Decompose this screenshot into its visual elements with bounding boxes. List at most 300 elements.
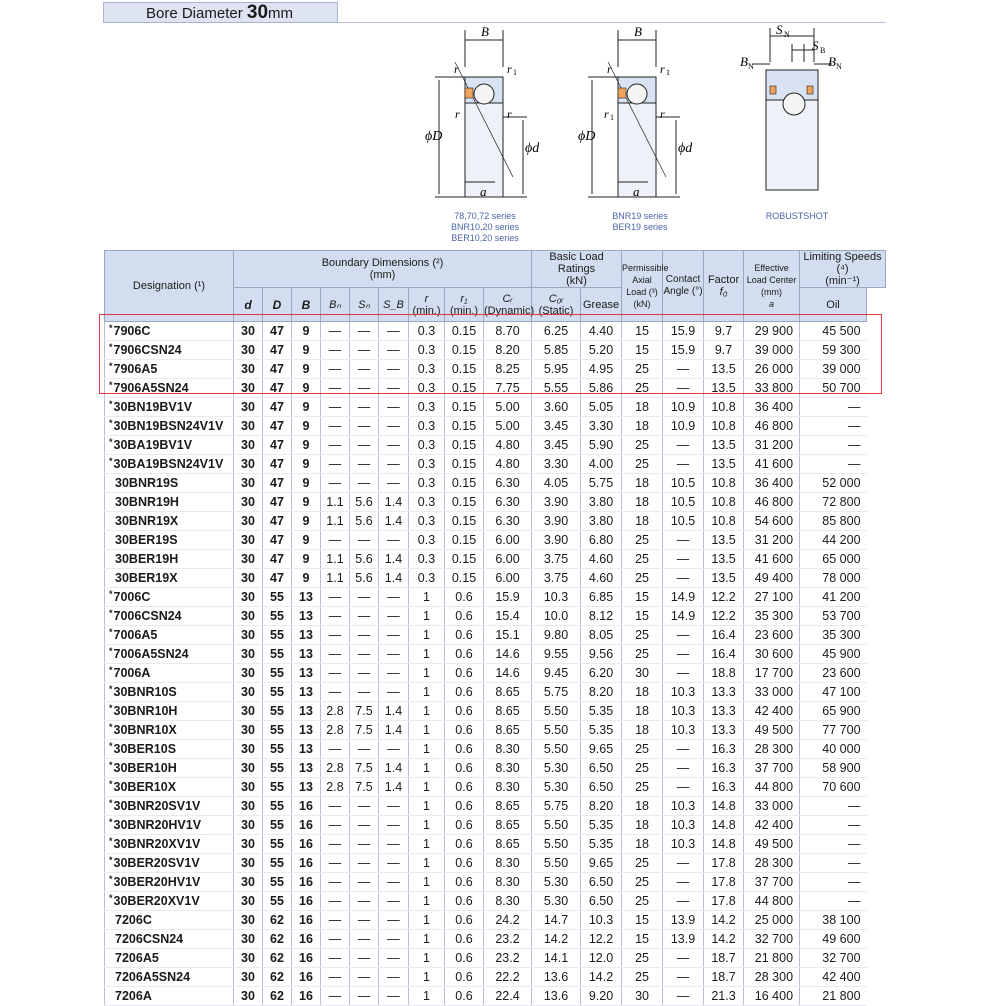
cell-grease: 28 300	[744, 740, 800, 759]
marker-symbol: *	[109, 456, 113, 466]
col-r	[409, 288, 445, 322]
cell-D: 55	[263, 588, 292, 607]
bore-value: 30	[246, 2, 269, 23]
cell-contact: 15	[622, 911, 663, 930]
table-row	[105, 911, 886, 930]
cell-permissible: 6.50	[581, 892, 622, 911]
cell-BN: 1.1	[321, 550, 350, 569]
cell-D: 55	[263, 721, 292, 740]
marker-symbol: *	[109, 836, 113, 846]
table-row	[105, 759, 886, 778]
cell-designation	[105, 607, 234, 626]
cell-Cor: 5.30	[532, 778, 581, 797]
cell-Cr: 8.65	[484, 683, 532, 702]
header-text: Sₙ	[358, 298, 370, 311]
cell-r: 0.3	[409, 417, 445, 436]
cell-d: 30	[234, 474, 263, 493]
header-text: Bₙ	[329, 298, 341, 311]
cell-SN: 5.6	[350, 569, 379, 588]
cell-contact: 25	[622, 645, 663, 664]
cell-d: 30	[234, 968, 263, 987]
cell-D: 62	[263, 930, 292, 949]
cell-permissible: 4.00	[581, 455, 622, 474]
cell-Cr: 22.4	[484, 987, 532, 1006]
marker-symbol: *	[109, 798, 113, 808]
header-unit: (min⁻¹)	[825, 275, 860, 287]
cell-Cor: 5.75	[532, 797, 581, 816]
cell-Cr: 8.30	[484, 740, 532, 759]
cell-permissible: 14.2	[581, 968, 622, 987]
cell-BN: —	[321, 417, 350, 436]
cell-BN: —	[321, 968, 350, 987]
cell-r1: 0.6	[445, 683, 484, 702]
cell-BN: —	[321, 854, 350, 873]
cell-r: 0.3	[409, 474, 445, 493]
cell-effective: 21.3	[704, 987, 744, 1006]
cell-Cor: 5.50	[532, 721, 581, 740]
cell-Cr: 8.65	[484, 721, 532, 740]
cell-r1: 0.6	[445, 911, 484, 930]
cell-Cr: 8.30	[484, 778, 532, 797]
cell-r: 0.3	[409, 512, 445, 531]
cell-designation	[105, 892, 234, 911]
cell-contact: 25	[622, 778, 663, 797]
cell-Cr: 6.30	[484, 512, 532, 531]
cell-Cr: 8.70	[484, 322, 532, 341]
cell-d: 30	[234, 778, 263, 797]
cell-permissible: 3.80	[581, 512, 622, 531]
cell-contact: 25	[622, 436, 663, 455]
cell-contact: 18	[622, 683, 663, 702]
header-text: r₁	[460, 292, 468, 305]
designation-text: 7006A5	[113, 628, 158, 642]
cell-d: 30	[234, 892, 263, 911]
cell-BN: —	[321, 474, 350, 493]
cell-Cor: 5.50	[532, 740, 581, 759]
cell-r: 0.3	[409, 398, 445, 417]
cell-effective: 12.2	[704, 607, 744, 626]
cell-permissible: 3.80	[581, 493, 622, 512]
cell-B: 16	[292, 949, 321, 968]
cell-oil: 38 100	[800, 911, 867, 930]
header-text: Limiting Speeds (⁴)	[803, 251, 882, 275]
cell-SN: —	[350, 987, 379, 1006]
designation-text: 30BER10X	[113, 780, 177, 794]
cell-oil: 52 000	[800, 474, 867, 493]
cell-contact: 15	[622, 588, 663, 607]
cell-SB: —	[379, 645, 409, 664]
cell-contact: 25	[622, 550, 663, 569]
cell-r: 1	[409, 740, 445, 759]
marker-symbol	[109, 912, 114, 922]
cell-d: 30	[234, 797, 263, 816]
cell-D: 55	[263, 683, 292, 702]
col-boundary-dimensions	[234, 251, 532, 288]
col-BN	[321, 288, 350, 322]
cell-contact: 18	[622, 835, 663, 854]
dim-SN-label: S	[776, 22, 783, 37]
cell-Cor: 3.45	[532, 436, 581, 455]
dim-BN-sub-left: N	[748, 62, 754, 71]
cell-designation	[105, 759, 234, 778]
dim-BN-label-left: B	[740, 54, 748, 69]
cell-r: 0.3	[409, 341, 445, 360]
cell-r: 0.3	[409, 531, 445, 550]
cell-permissible: 8.05	[581, 626, 622, 645]
cell-r1: 0.6	[445, 702, 484, 721]
cell-effective: 13.3	[704, 721, 744, 740]
cell-grease: 26 000	[744, 360, 800, 379]
cell-d: 30	[234, 436, 263, 455]
cell-D: 47	[263, 474, 292, 493]
cell-SB: —	[379, 740, 409, 759]
cell-d: 30	[234, 930, 263, 949]
cell-effective: 13.3	[704, 683, 744, 702]
cell-d: 30	[234, 816, 263, 835]
cell-permissible: 8.20	[581, 683, 622, 702]
cell-effective: 14.8	[704, 797, 744, 816]
cell-D: 55	[263, 759, 292, 778]
cell-factor: —	[663, 531, 704, 550]
cell-D: 47	[263, 493, 292, 512]
cell-B: 13	[292, 721, 321, 740]
caption-line: ROBUSTSHOT	[765, 211, 829, 221]
table-row	[105, 379, 886, 398]
header-text: S_B	[383, 298, 404, 311]
cell-SN: —	[350, 930, 379, 949]
cell-factor: 10.3	[663, 797, 704, 816]
cell-d: 30	[234, 835, 263, 854]
diagram-caption-robustshot	[752, 211, 842, 222]
cell-grease: 31 200	[744, 436, 800, 455]
dim-BN-label-right: B	[828, 54, 836, 69]
cell-r1: 0.15	[445, 474, 484, 493]
cell-designation	[105, 949, 234, 968]
dim-BN-sub-right: N	[836, 62, 842, 71]
designation-text: 30BER20SV1V	[113, 856, 200, 870]
cell-effective: 10.8	[704, 398, 744, 417]
cell-B: 9	[292, 360, 321, 379]
designation-text: 7906A5SN24	[113, 381, 189, 395]
cell-d: 30	[234, 455, 263, 474]
cell-factor: —	[663, 550, 704, 569]
cell-d: 30	[234, 588, 263, 607]
dim-phid-label: ϕd	[678, 141, 693, 156]
cell-B: 13	[292, 607, 321, 626]
cell-SB: —	[379, 683, 409, 702]
cell-r: 1	[409, 626, 445, 645]
cell-contact: 25	[622, 740, 663, 759]
cell-Cor: 5.30	[532, 892, 581, 911]
cell-d: 30	[234, 493, 263, 512]
cell-designation	[105, 702, 234, 721]
table-row	[105, 683, 886, 702]
cell-r1: 0.15	[445, 550, 484, 569]
table-row	[105, 550, 886, 569]
cell-factor: 10.5	[663, 493, 704, 512]
cell-r1: 0.15	[445, 417, 484, 436]
cell-oil: 47 100	[800, 683, 867, 702]
cell-D: 47	[263, 531, 292, 550]
designation-text: 30BN19BSN24V1V	[113, 419, 224, 433]
cell-factor: 10.3	[663, 683, 704, 702]
cell-contact: 18	[622, 797, 663, 816]
cell-r: 0.3	[409, 493, 445, 512]
cell-r1: 0.15	[445, 436, 484, 455]
cell-oil: 65 000	[800, 550, 867, 569]
dim-B-label: B	[481, 24, 489, 39]
cell-r: 1	[409, 949, 445, 968]
cell-D: 55	[263, 740, 292, 759]
cell-effective: 13.5	[704, 569, 744, 588]
cell-r1: 0.6	[445, 588, 484, 607]
header-sub: (min.)	[412, 304, 441, 317]
cell-D: 55	[263, 645, 292, 664]
cell-d: 30	[234, 854, 263, 873]
cell-factor: —	[663, 455, 704, 474]
cell-SN: —	[350, 683, 379, 702]
cell-SN: —	[350, 531, 379, 550]
marker-symbol	[109, 475, 114, 485]
cell-oil: 42 400	[800, 968, 867, 987]
dim-r1-sub-2: 1	[610, 113, 614, 122]
cell-factor: —	[663, 968, 704, 987]
header-text: D	[272, 297, 282, 312]
cell-designation	[105, 455, 234, 474]
cell-BN: —	[321, 797, 350, 816]
cell-permissible: 4.95	[581, 360, 622, 379]
cell-Cor: 3.75	[532, 550, 581, 569]
cell-contact: 15	[622, 322, 663, 341]
cell-designation	[105, 645, 234, 664]
cell-r1: 0.6	[445, 797, 484, 816]
cell-oil: —	[800, 417, 867, 436]
cell-effective: 13.5	[704, 436, 744, 455]
cell-SN: —	[350, 949, 379, 968]
bearing-spec-table	[104, 250, 886, 1006]
bearing-diagram-robustshot	[732, 22, 847, 207]
cell-Cr: 6.30	[484, 493, 532, 512]
cell-B: 9	[292, 417, 321, 436]
cell-BN: —	[321, 607, 350, 626]
cell-factor: 10.5	[663, 512, 704, 531]
cell-Cr: 8.25	[484, 360, 532, 379]
cell-Cor: 5.75	[532, 683, 581, 702]
cell-Cor: 4.05	[532, 474, 581, 493]
cell-r1: 0.6	[445, 854, 484, 873]
table-row	[105, 797, 886, 816]
dim-r1-label: r	[507, 62, 512, 76]
cell-SB: 1.4	[379, 702, 409, 721]
cell-r: 1	[409, 987, 445, 1006]
cell-permissible: 6.85	[581, 588, 622, 607]
cell-B: 13	[292, 740, 321, 759]
marker-symbol: *	[109, 703, 113, 713]
marker-symbol: *	[109, 437, 113, 447]
cell-Cor: 10.0	[532, 607, 581, 626]
cell-oil: —	[800, 797, 867, 816]
col-B	[292, 288, 321, 322]
cell-designation	[105, 683, 234, 702]
cell-Cr: 8.65	[484, 835, 532, 854]
cell-B: 9	[292, 455, 321, 474]
cell-contact: 25	[622, 873, 663, 892]
designation-text: 30BNR20HV1V	[113, 818, 202, 832]
cell-d: 30	[234, 360, 263, 379]
cell-BN: —	[321, 360, 350, 379]
cell-Cr: 5.00	[484, 398, 532, 417]
cell-r1: 0.6	[445, 607, 484, 626]
cell-permissible: 10.3	[581, 911, 622, 930]
cell-designation	[105, 816, 234, 835]
cell-SB: —	[379, 455, 409, 474]
designation-text: 30BN19BV1V	[113, 400, 193, 414]
cell-oil: 21 800	[800, 987, 867, 1006]
cell-effective: 9.7	[704, 322, 744, 341]
cell-BN: —	[321, 531, 350, 550]
cell-d: 30	[234, 683, 263, 702]
cell-B: 9	[292, 341, 321, 360]
cell-B: 13	[292, 702, 321, 721]
cell-d: 30	[234, 531, 263, 550]
cell-factor: —	[663, 987, 704, 1006]
cell-Cor: 14.1	[532, 949, 581, 968]
designation-text: 7906C	[113, 324, 151, 338]
cell-effective: 10.8	[704, 417, 744, 436]
cell-effective: 16.3	[704, 778, 744, 797]
marker-symbol: *	[109, 608, 113, 618]
cell-d: 30	[234, 873, 263, 892]
cell-BN: 2.8	[321, 778, 350, 797]
cell-Cor: 3.90	[532, 493, 581, 512]
marker-symbol: *	[109, 342, 113, 352]
designation-text: 30BNR19S	[115, 476, 179, 490]
marker-symbol: *	[109, 323, 113, 333]
cell-SB: —	[379, 968, 409, 987]
cell-effective: 17.8	[704, 892, 744, 911]
cell-SB: 1.4	[379, 759, 409, 778]
cell-oil: 41 200	[800, 588, 867, 607]
cell-D: 55	[263, 854, 292, 873]
cell-factor: 10.5	[663, 474, 704, 493]
cell-designation	[105, 664, 234, 683]
cell-SN: —	[350, 436, 379, 455]
cell-r1: 0.15	[445, 493, 484, 512]
cell-B: 9	[292, 322, 321, 341]
cell-permissible: 4.40	[581, 322, 622, 341]
cell-oil: 49 600	[800, 930, 867, 949]
cell-permissible: 4.60	[581, 550, 622, 569]
bearing-diagram-standard	[425, 22, 555, 207]
cell-grease: 36 400	[744, 398, 800, 417]
cell-r: 0.3	[409, 436, 445, 455]
cell-effective: 14.8	[704, 816, 744, 835]
diagram-caption-bnr19	[595, 211, 685, 233]
cell-designation	[105, 512, 234, 531]
cell-effective: 13.5	[704, 455, 744, 474]
cell-d: 30	[234, 417, 263, 436]
cell-d: 30	[234, 607, 263, 626]
designation-text: 30BNR19H	[115, 495, 179, 509]
designation-text: 30BER20XV1V	[113, 894, 200, 908]
cell-r: 0.3	[409, 379, 445, 398]
cell-SB: —	[379, 930, 409, 949]
cell-factor: —	[663, 645, 704, 664]
cell-factor: 10.9	[663, 398, 704, 417]
caption-line: BNR10,20 series	[450, 222, 520, 232]
marker-symbol	[109, 988, 114, 998]
header-text: Factor	[707, 274, 740, 286]
header-text: Designation (¹)	[132, 280, 206, 292]
cell-permissible: 9.65	[581, 740, 622, 759]
designation-text: 30BA19BSN24V1V	[113, 457, 224, 471]
cell-Cr: 15.4	[484, 607, 532, 626]
cell-contact: 30	[622, 987, 663, 1006]
cell-Cor: 5.50	[532, 835, 581, 854]
cell-oil: 40 000	[800, 740, 867, 759]
cell-SN: —	[350, 626, 379, 645]
cell-SB: —	[379, 531, 409, 550]
cell-SN: —	[350, 968, 379, 987]
cell-r1: 0.15	[445, 398, 484, 417]
header-sub: (Static)	[538, 304, 574, 317]
cell-SN: 5.6	[350, 512, 379, 531]
cell-permissible: 5.35	[581, 835, 622, 854]
cell-D: 47	[263, 360, 292, 379]
cell-B: 9	[292, 436, 321, 455]
header-text: Cᵣ	[502, 292, 513, 305]
table-row	[105, 607, 886, 626]
cell-r: 1	[409, 645, 445, 664]
cell-BN: —	[321, 873, 350, 892]
cell-SB: 1.4	[379, 493, 409, 512]
cell-SN: —	[350, 797, 379, 816]
cell-d: 30	[234, 664, 263, 683]
dim-SB-sub: B	[820, 46, 826, 55]
cell-effective: 16.4	[704, 645, 744, 664]
cell-oil: —	[800, 873, 867, 892]
cell-SN: —	[350, 854, 379, 873]
header-text: Boundary Dimensions (²)	[321, 257, 444, 269]
cell-grease: 46 800	[744, 417, 800, 436]
marker-symbol: *	[109, 418, 113, 428]
cell-B: 16	[292, 816, 321, 835]
cell-SN: 7.5	[350, 778, 379, 797]
cell-D: 47	[263, 550, 292, 569]
cell-r: 0.3	[409, 455, 445, 474]
dim-r1-label: r	[660, 62, 665, 76]
cell-d: 30	[234, 702, 263, 721]
dim-r-label-2: r	[455, 107, 460, 121]
cell-permissible: 6.50	[581, 759, 622, 778]
cell-B: 13	[292, 588, 321, 607]
cell-contact: 15	[622, 607, 663, 626]
cell-contact: 18	[622, 417, 663, 436]
marker-symbol	[109, 570, 114, 580]
cell-Cor: 9.45	[532, 664, 581, 683]
cell-grease: 36 400	[744, 474, 800, 493]
header-text: r	[424, 292, 429, 305]
col-effective-load-center	[744, 251, 800, 322]
cell-contact: 25	[622, 531, 663, 550]
cell-designation	[105, 379, 234, 398]
col-grease	[581, 288, 622, 322]
cell-SB: —	[379, 911, 409, 930]
cell-grease: 49 400	[744, 569, 800, 588]
cell-r: 1	[409, 968, 445, 987]
header-text: Contact Angle (°)	[663, 274, 703, 297]
cell-SB: —	[379, 873, 409, 892]
